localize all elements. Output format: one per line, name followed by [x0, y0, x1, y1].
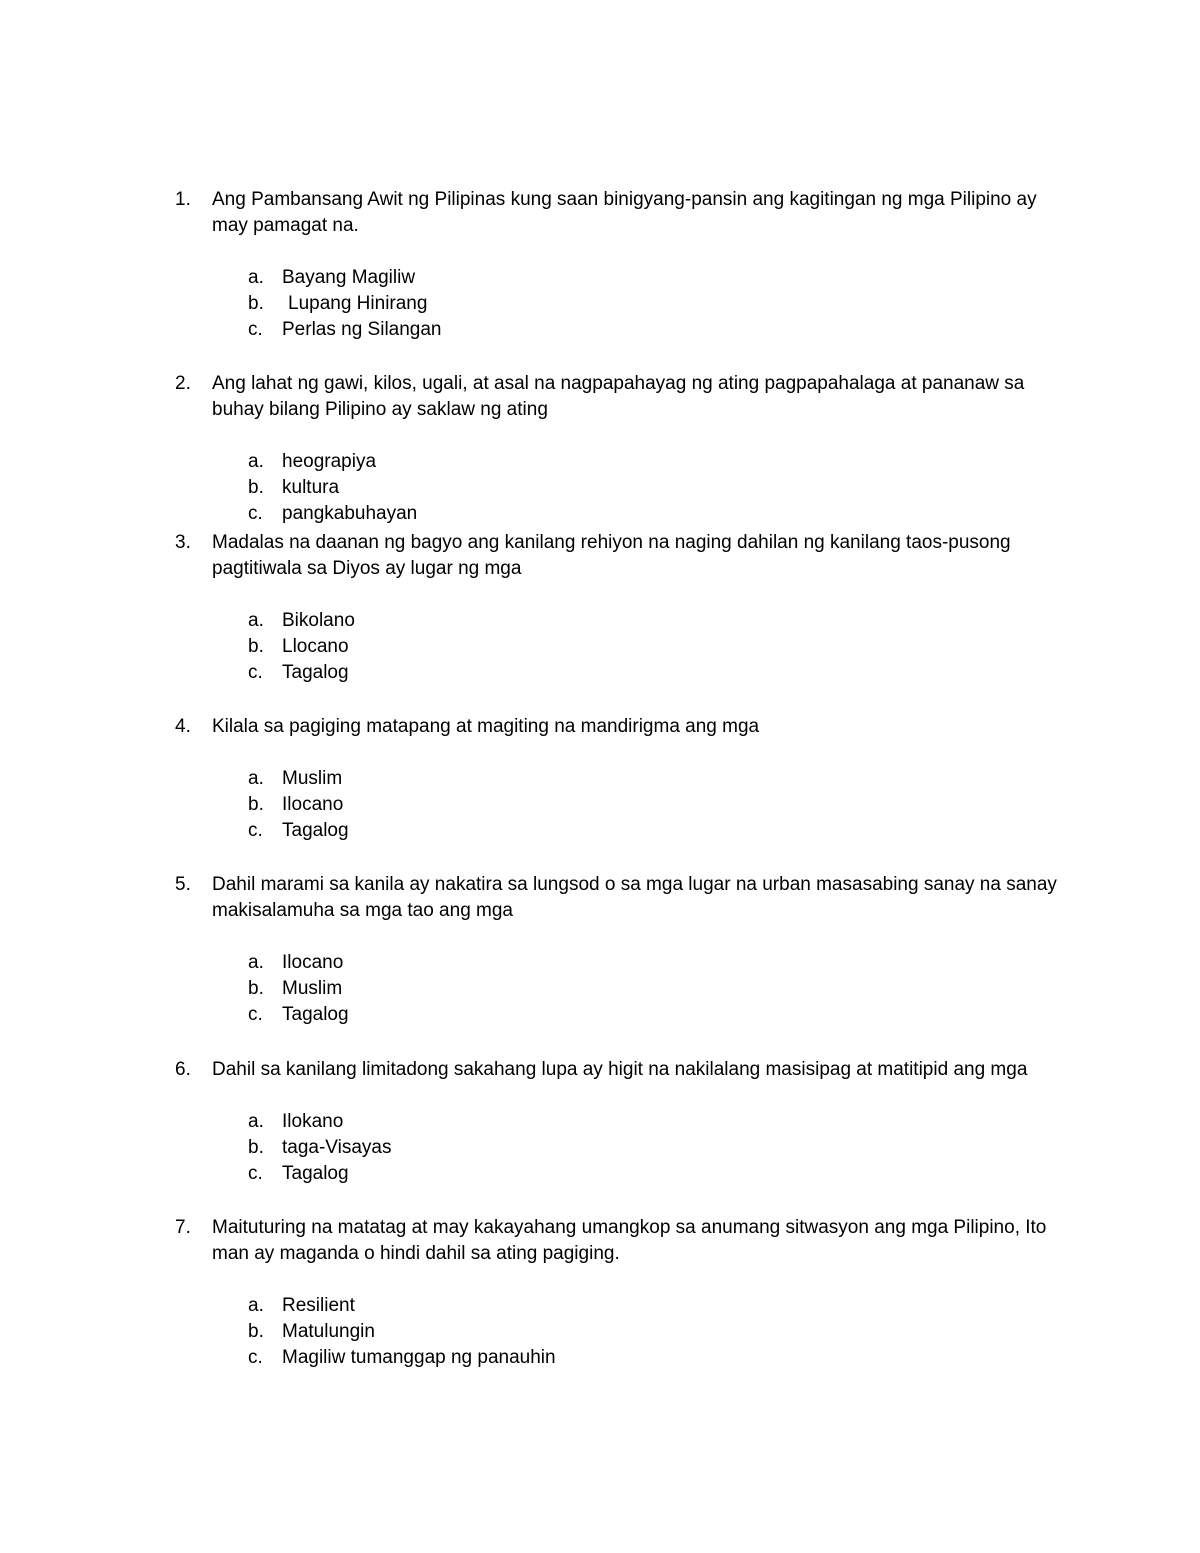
choice-text: Tagalog: [282, 1163, 349, 1184]
choice-item: [175, 1345, 1075, 1371]
question-7: [175, 1215, 1075, 1371]
choice-item: [175, 1319, 1075, 1345]
choice-item: [175, 634, 1075, 660]
choice-text: kultura: [282, 477, 340, 498]
choice-letter: c.: [248, 662, 263, 683]
choice-text: Tagalog: [282, 662, 349, 683]
choice-item: [175, 265, 1075, 291]
question-4: [175, 714, 1075, 844]
choice-text: Tagalog: [282, 820, 349, 841]
choice-item: [175, 976, 1075, 1002]
choice-text: Llocano: [282, 636, 349, 657]
question-text: Maituturing na matatag at may kakayahang umangkop sa anumang sitwasyon ang mga Pilipino, Ito man ay maganda o hindi dahil sa ating pagiging.: [212, 1217, 1047, 1264]
question-text: Madalas na daanan ng bagyo ang kanilang rehiyon na naging dahilan ng kanilang taos-pusong pagtitiwala sa Diyos ay lugar ng mga: [212, 532, 1011, 579]
choice-item: [175, 792, 1075, 818]
choice-item: [175, 608, 1075, 634]
choice-text: Ilocano: [282, 794, 344, 815]
choice-letter: a.: [248, 952, 264, 973]
choice-item: [175, 475, 1075, 501]
choice-item: [175, 291, 1075, 317]
choice-letter: c.: [248, 1163, 263, 1184]
question-number: 3.: [175, 532, 191, 553]
choice-text: Resilient: [282, 1295, 355, 1316]
choice-item: [175, 1109, 1075, 1135]
choice-letter: b.: [248, 636, 264, 657]
choice-letter: c.: [248, 820, 263, 841]
choice-letter: b.: [248, 293, 264, 314]
choice-item: [175, 501, 1075, 527]
choice-letter: b.: [248, 477, 264, 498]
question-5: [175, 872, 1075, 1028]
choice-text: Ilokano: [282, 1111, 344, 1132]
choice-item: [175, 660, 1075, 686]
question-number: 2.: [175, 373, 191, 394]
choice-text: taga-Visayas: [282, 1137, 392, 1158]
choice-text: heograpiya: [282, 451, 377, 472]
question-1: [175, 187, 1075, 343]
choice-list: [175, 950, 1075, 1028]
choice-letter: a.: [248, 610, 264, 631]
choice-letter: a.: [248, 1111, 264, 1132]
choice-text: Bayang Magiliw: [282, 267, 416, 288]
question-text: Dahil marami sa kanila ay nakatira sa lungsod o sa mga lugar na urban masasabing sanay na sanay makisalamuha sa mga tao ang mga: [212, 874, 1057, 921]
choice-letter: c.: [248, 1004, 263, 1025]
choice-list: [175, 1293, 1075, 1371]
choice-letter: a.: [248, 768, 264, 789]
choice-list: [175, 608, 1075, 686]
choice-letter: b.: [248, 794, 264, 815]
choice-list: [175, 449, 1075, 527]
choice-letter: c.: [248, 1347, 263, 1368]
choice-letter: b.: [248, 1137, 264, 1158]
choice-item: [175, 818, 1075, 844]
choice-list: [175, 265, 1075, 343]
choice-letter: a.: [248, 267, 264, 288]
choice-text: Muslim: [282, 978, 343, 999]
question-text: Dahil sa kanilang limitadong sakahang lupa ay higit na nakilalang masisipag at matitipid ang mga: [212, 1059, 1028, 1080]
choice-letter: a.: [248, 1295, 264, 1316]
choice-list: [175, 1109, 1075, 1187]
choice-text: Ilocano: [282, 952, 344, 973]
choice-text: Perlas ng Silangan: [282, 319, 442, 340]
choice-letter: b.: [248, 1321, 264, 1342]
choice-text: Bikolano: [282, 610, 355, 631]
choice-item: [175, 1135, 1075, 1161]
choice-text: pangkabuhayan: [282, 503, 418, 524]
question-number: 4.: [175, 716, 191, 737]
question-2: [175, 371, 1075, 527]
choice-item: [175, 950, 1075, 976]
question-number: 1.: [175, 189, 191, 210]
choice-text: Tagalog: [282, 1004, 349, 1025]
choice-letter: b.: [248, 978, 264, 999]
question-number: 5.: [175, 874, 191, 895]
choice-list: [175, 766, 1075, 844]
question-number: 6.: [175, 1059, 191, 1080]
choice-letter: c.: [248, 319, 263, 340]
choice-item: [175, 1161, 1075, 1187]
choice-letter: a.: [248, 451, 264, 472]
choice-item: [175, 766, 1075, 792]
choice-text: Lupang Hinirang: [288, 293, 428, 314]
choice-item: [175, 317, 1075, 343]
question-3: [175, 530, 1075, 686]
choice-item: [175, 1002, 1075, 1028]
choice-text: Muslim: [282, 768, 343, 789]
choice-text: Matulungin: [282, 1321, 375, 1342]
question-text: Ang Pambansang Awit ng Pilipinas kung saan binigyang-pansin ang kagitingan ng mga Pilipino ay may pamagat na.: [212, 189, 1037, 236]
question-text: Kilala sa pagiging matapang at magiting na mandirigma ang mga: [212, 716, 760, 737]
choice-text: Magiliw tumanggap ng panauhin: [282, 1347, 556, 1368]
question-number: 7.: [175, 1217, 191, 1238]
choice-letter: c.: [248, 503, 263, 524]
question-6: [175, 1057, 1075, 1187]
choice-item: [175, 449, 1075, 475]
question-text: Ang lahat ng gawi, kilos, ugali, at asal na nagpapahayag ng ating pagpapahalaga at pananaw sa buhay bilang Pilipino ay saklaw ng ating: [212, 373, 1025, 420]
choice-item: [175, 1293, 1075, 1319]
